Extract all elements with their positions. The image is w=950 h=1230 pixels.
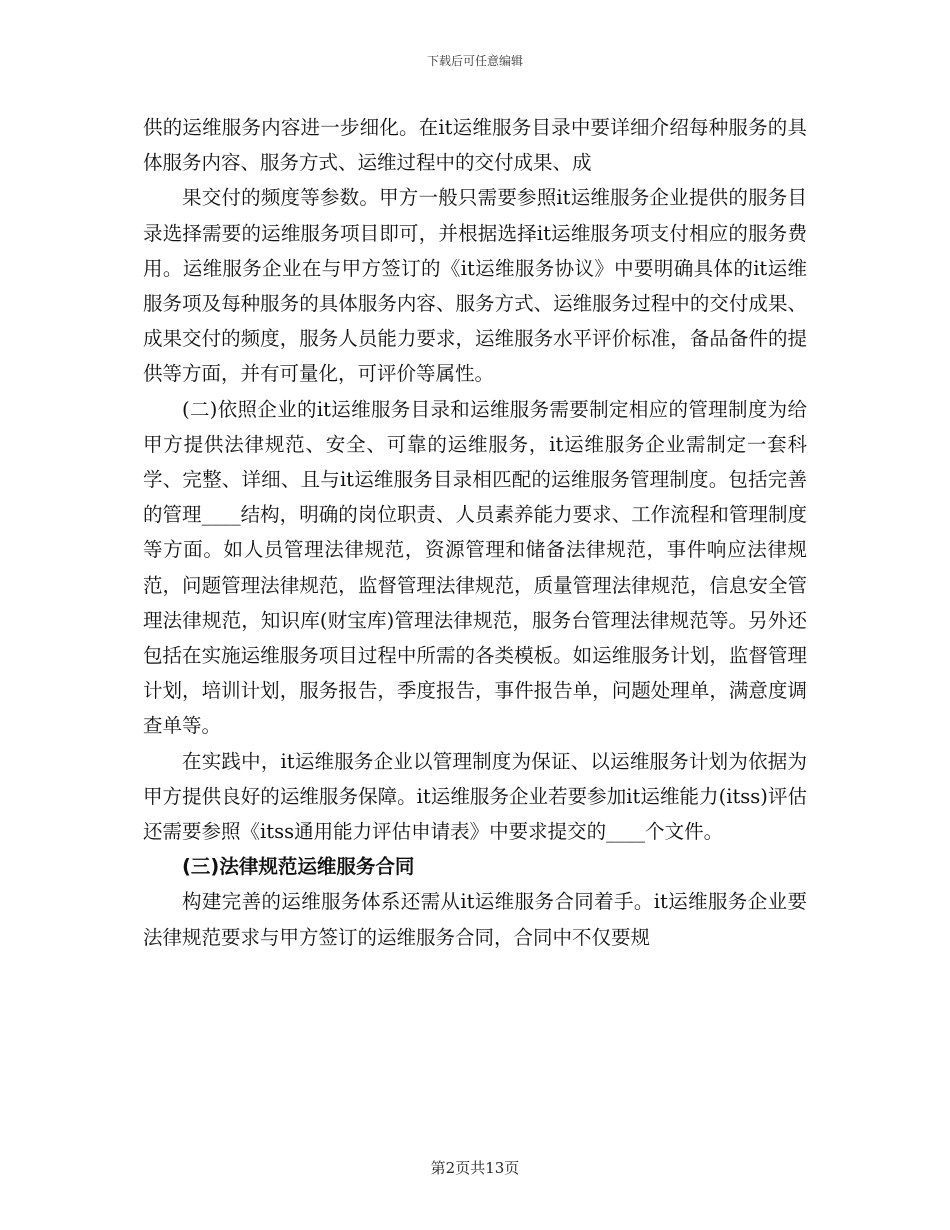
paragraph-contract: 构建完善的运维服务体系还需从it运维服务合同着手。it运维服务企业要法律规范要求与甲方签订的运维服务合同，合同中不仅要规 [143, 890, 807, 949]
document-body [143, 110, 807, 955]
section-heading-contract: (三)法律规范运维服务合同 [182, 855, 415, 879]
paragraph-management-system: (二)依照企业的it运维服务目录和运维服务需要制定相应的管理制度为给甲方提供法律规范、安全、可靠的运维服务，it运维服务企业需制定一套科学、完整、详细、且与it运维服务目录相匹配的运维服务管理制度。包括完善的管理____结构，明确的岗位职责、人员素养能力要求、工作流程和管理制度等方面。如人员管理法律规范，资源管理和储备法律规范，事件响应法律规范，问题管理法律规范，监督管理法律规范，质量管理法律规范，信息安全管理法律规范，知识库(财宝库)管理法律规范，服务台管理法律规范等。另外还包括在实施运维服务项目过程中所需的各类模板。如运维服务计划，监督管理计划，培训计划，服务报告，季度报告，事件报告单，问题处理单，满意度调查单等。 [143, 397, 807, 738]
paragraph-service-catalog: 果交付的频度等参数。甲方一般只需要参照it运维服务企业提供的服务目录选择需要的运维服务项目即可，并根据选择it运维服务项支付相应的服务费用。运维服务企业在与甲方签订的《it运维服务协议》中要明确具体的it运维服务项及每种服务的具体服务内容、服务方式、运维服务过程中的交付成果、成果交付的频度，服务人员能力要求，运维服务水平评价标准，备品备件的提供等方面，并有可量化，可评价等属性。 [143, 186, 807, 386]
page-header: 下载后可任意编辑 [426, 54, 523, 68]
paragraph-continuation: 供的运维服务内容进一步细化。在it运维服务目录中要详细介绍每种服务的具体服务内容、服务方式、运维过程中的交付成果、成 [143, 116, 807, 175]
paragraph-practice: 在实践中，it运维服务企业以管理制度为保证、以运维服务计划为依据为甲方提供良好的运维服务保障。it运维服务企业若要参加it运维能力(itss)评估还需要参照《itss通用能力评估申请表》中要求提交的____个文件。 [143, 749, 807, 844]
page-number: 第2页共13页 [430, 1159, 520, 1177]
